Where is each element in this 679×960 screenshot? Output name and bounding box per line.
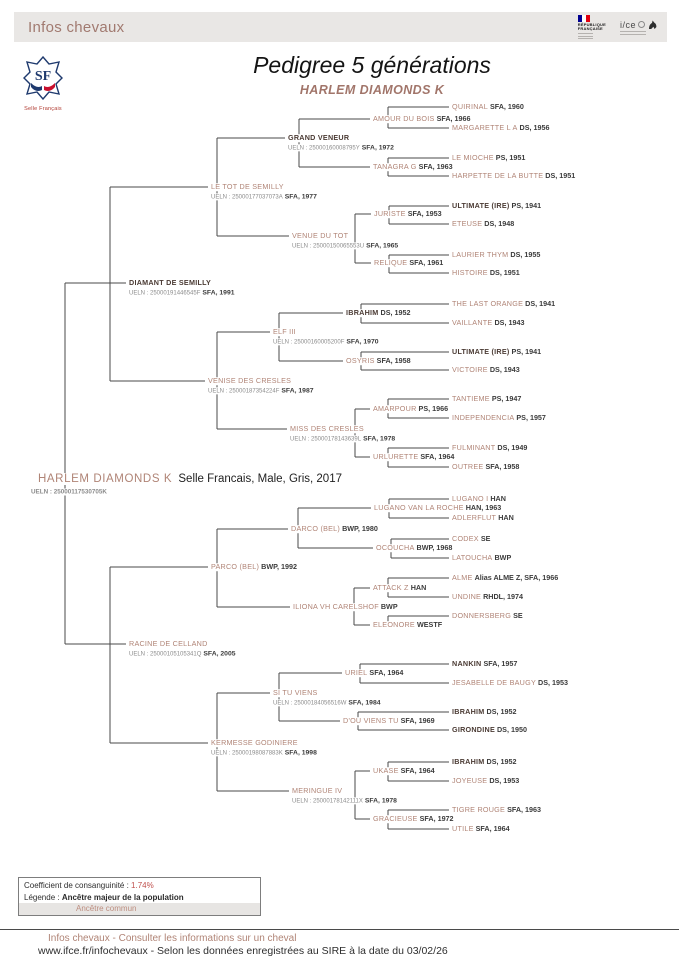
horse-breed-year: DS, 1951 xyxy=(489,268,520,278)
coefficient-row xyxy=(19,880,260,892)
horse-name: ETEUSE xyxy=(452,219,483,229)
pedigree-node xyxy=(372,210,444,218)
horse-name: GRACIEUSE xyxy=(373,814,418,824)
horse-name: IBRAHIM xyxy=(452,757,485,767)
pedigree-node xyxy=(343,669,405,677)
horse-name: ELF III xyxy=(273,327,296,337)
horse-breed-year: PS, 1941 xyxy=(511,201,542,211)
pedigree-node xyxy=(450,708,518,716)
subject-node xyxy=(36,473,344,485)
horse-name: NANKIN xyxy=(452,659,482,669)
pedigree-node xyxy=(450,463,521,471)
legend-box xyxy=(18,877,261,916)
pedigree-node xyxy=(271,328,298,336)
horse-breed-year: PS, 1957 xyxy=(516,413,546,423)
pedigree-node xyxy=(450,758,518,766)
horse-breed-year: BWP xyxy=(494,553,512,563)
pedigree-node xyxy=(271,689,320,697)
horse-name: KERMESSE GODINIERE xyxy=(211,738,298,748)
footer-service-line: Infos chevaux - Consulter les informations sur un cheval xyxy=(48,933,297,944)
horse-breed-year: SFA, 1961 xyxy=(409,258,444,268)
horse-name: ALME xyxy=(452,573,473,583)
republique-line2: FRANÇAISE xyxy=(577,26,603,32)
horse-breed-year: DS, 1952 xyxy=(486,707,517,717)
pedigree-node xyxy=(450,103,526,111)
page-title: Pedigree 5 générations xyxy=(253,52,491,78)
horse-name: ATTACK Z xyxy=(373,583,409,593)
pedigree-node xyxy=(371,767,437,775)
svg-text:SF: SF xyxy=(34,69,52,84)
horse-ueln: UELN : 25000198087883K SFA, 1998 xyxy=(211,748,317,756)
horse-name: ULTIMATE (IRE) xyxy=(452,347,510,357)
horse-breed-year: BWP xyxy=(380,602,398,612)
horse-name: JESABELLE DE BAUGY xyxy=(452,678,536,688)
common-ancestor-label: Ancêtre commun xyxy=(19,903,260,915)
ifce-wordmark: i/ce xyxy=(619,19,636,30)
horse-ueln: UELN : 25000160008795Y SFA, 1972 xyxy=(288,143,394,151)
horse-breed-year: DS, 1951 xyxy=(545,171,576,181)
pedigree-node xyxy=(450,612,525,620)
horse-name: PARCO (BEL) xyxy=(211,562,260,572)
horse-name: JURISTE xyxy=(374,209,406,219)
horse-name: AMARPOUR xyxy=(373,404,417,414)
page-subtitle: HARLEM DIAMONDS K xyxy=(299,83,445,97)
horse-breed-year: DS, 1952 xyxy=(380,308,411,318)
pedigree-node xyxy=(450,554,513,562)
pedigree-node xyxy=(450,348,543,356)
horse-breed-year: BWP, 1968 xyxy=(416,543,453,553)
horse-name: HISTOIRE xyxy=(452,268,488,278)
pedigree-node xyxy=(127,279,213,287)
pedigree-node xyxy=(372,504,503,512)
horse-breed-year: SFA, 1969 xyxy=(400,716,435,726)
horse-ueln: UELN : 25000160005200F SFA, 1970 xyxy=(273,337,379,345)
horse-breed-year: DS, 1953 xyxy=(538,678,568,688)
pedigree-node xyxy=(372,259,445,267)
pedigree-node xyxy=(450,202,543,210)
horse-name: ELEONORE xyxy=(373,620,415,630)
horse-name: GRAND VENEUR xyxy=(288,133,350,143)
pedigree-node xyxy=(371,115,473,123)
pedigree-node xyxy=(450,251,542,259)
pedigree-node xyxy=(127,640,210,648)
subject-ueln: UELN : 25000117530705K xyxy=(31,488,107,496)
pedigree-node xyxy=(450,300,557,308)
horse-name: DARCO (BEL) xyxy=(291,524,341,534)
horse-name: URLURETTE xyxy=(373,452,419,462)
horse-name: VENUE DU TOT xyxy=(292,231,349,241)
pedigree-node xyxy=(450,124,552,132)
horse-ueln: UELN : 25000178142111X SFA, 1978 xyxy=(292,796,397,804)
pedigree-node xyxy=(371,405,450,413)
pedigree-node xyxy=(450,269,522,277)
pedigree-node xyxy=(450,172,577,180)
horse-breed-year: PS, 1951 xyxy=(495,153,526,163)
horse-name: TANTIEME xyxy=(452,394,490,404)
horse-ueln: UELN : 25000105105341Q SFA, 2005 xyxy=(129,649,236,657)
horse-breed-year: SFA, 1958 xyxy=(485,462,520,472)
pedigree-node xyxy=(206,377,293,385)
horse-name: VAILLANTE xyxy=(452,318,493,328)
horse-name: JOYEUSE xyxy=(452,776,488,786)
horse-name: D'OU VIENS TU xyxy=(343,716,399,726)
horse-name: UNDINE xyxy=(452,592,482,602)
horse-breed-year: RHDL, 1974 xyxy=(483,592,524,602)
horse-name: VENISE DES CRESLES xyxy=(208,376,292,386)
major-ancestor-label: Ancêtre majeur de la population xyxy=(61,892,184,902)
horse-breed-year: BWP, 1992 xyxy=(261,562,297,572)
horse-name: IBRAHIM xyxy=(346,308,379,318)
horse-name: TANAGRA G xyxy=(373,162,417,172)
horse-breed-year: SFA, 1972 xyxy=(419,814,454,824)
horse-breed-year: DS, 1956 xyxy=(519,123,550,133)
pedigree-node xyxy=(371,453,456,461)
pedigree-node xyxy=(288,425,366,433)
pedigree-node xyxy=(450,660,519,668)
horse-name: UKASE xyxy=(373,766,399,776)
horse-name: LUGANO VAN LA ROCHE xyxy=(374,503,464,513)
horse-name: MISS DES CRESLES xyxy=(290,424,364,434)
horse-breed-year: HAN xyxy=(410,583,427,593)
pedigree-node xyxy=(450,514,516,522)
horse-breed-year: SFA, 1960 xyxy=(489,102,524,112)
pedigree-node xyxy=(344,309,412,317)
horse-name: DONNERSBERG xyxy=(452,611,512,621)
horse-name: RACINE DE CELLAND xyxy=(129,639,208,649)
pedigree-node xyxy=(450,319,526,327)
horse-name: FULMINANT xyxy=(452,443,496,453)
pedigree-node xyxy=(450,806,543,814)
horse-name: CODEX xyxy=(452,534,479,544)
horse-breed-year: BWP, 1980 xyxy=(342,524,378,534)
horse-breed-year: PS, 1966 xyxy=(418,404,449,414)
horse-breed-year: DS, 1953 xyxy=(489,776,520,786)
pedigree-node xyxy=(450,574,560,582)
horse-name: MERINGUE IV xyxy=(292,786,343,796)
subject-info: Selle Francais, Male, Gris, 2017 xyxy=(178,473,342,485)
pedigree-node xyxy=(371,621,444,629)
horse-name: RELIQUE xyxy=(374,258,408,268)
horse-breed-year: SFA, 1964 xyxy=(400,766,435,776)
horse-breed-year: DS, 1952 xyxy=(486,757,517,767)
horse-name: IBRAHIM xyxy=(452,707,485,717)
horse-breed-year: SE xyxy=(480,534,491,544)
pedigree-node xyxy=(450,593,525,601)
pedigree-node xyxy=(374,544,454,552)
horse-name: AMOUR DU BOIS xyxy=(373,114,435,124)
horse-breed-year: DS, 1949 xyxy=(497,443,528,453)
horse-breed-year: HAN, 1963 xyxy=(465,503,502,513)
horse-breed-year: SE xyxy=(513,611,523,621)
horse-name: TIGRE ROUGE xyxy=(452,805,506,815)
horse-ueln: UELN : 25000150065553U SFA, 1965 xyxy=(292,241,399,249)
pedigree-node xyxy=(290,232,350,240)
app-title: Infos chevaux xyxy=(28,18,125,36)
republique-line1: RÉPUBLIQUE xyxy=(577,21,606,27)
horse-breed-year: HAN xyxy=(490,494,506,504)
horse-name: URIEL xyxy=(345,668,368,678)
horse-breed-year: SFA, 1963 xyxy=(418,162,453,172)
horse-name: OUTREE xyxy=(452,462,484,472)
horse-breed-year: DS, 1948 xyxy=(484,219,515,229)
legend-label: Légende : xyxy=(24,892,62,902)
horse-name: GIRONDINE xyxy=(452,725,495,735)
pedigree-node xyxy=(209,563,299,571)
pedigree-node xyxy=(341,717,437,725)
pedigree-node xyxy=(450,825,512,833)
horse-name: LATOUCHA xyxy=(452,553,493,563)
pedigree-node xyxy=(450,154,527,162)
horse-ueln: UELN : 25000178143639L SFA, 1978 xyxy=(290,434,396,442)
horse-ueln: UELN : 25000191446545F SFA, 1991 xyxy=(129,288,235,296)
horse-name: SI TU VIENS xyxy=(273,688,318,698)
horse-name: DIAMANT DE SEMILLY xyxy=(129,278,212,288)
horse-name: UTILE xyxy=(452,824,474,834)
horse-breed-year: PS, 1941 xyxy=(511,347,542,357)
footer-url-line: www.ifce.fr/infochevaux - Selon les données enregistrées au SIRE à la date du 03/02/26 xyxy=(38,945,448,957)
horse-breed-year: DS, 1943 xyxy=(489,365,520,375)
pedigree-node xyxy=(450,679,570,687)
pedigree-node xyxy=(209,739,300,747)
horse-breed-year: SFA, 1964 xyxy=(475,824,510,834)
horse-breed-year: SFA, 1958 xyxy=(376,356,411,366)
horse-breed-year: WESTF xyxy=(416,620,443,630)
horse-name: LE MIOCHE xyxy=(452,153,494,163)
horse-breed-year: PS, 1947 xyxy=(491,394,522,404)
horse-ueln: UELN : 25000184056516W SFA, 1984 xyxy=(273,698,381,706)
pedigree-node xyxy=(450,366,522,374)
horse-name: LAURIER THYM xyxy=(452,250,509,260)
pedigree-node xyxy=(290,787,344,795)
horse-name: OSYRIS xyxy=(346,356,375,366)
pedigree-node xyxy=(291,603,400,611)
horse-breed-year: SFA, 1963 xyxy=(507,805,542,815)
pedigree-node xyxy=(289,525,380,533)
horse-name: OCOUCHA xyxy=(376,543,415,553)
pedigree-node xyxy=(344,357,413,365)
pedigree-node xyxy=(450,495,508,503)
horse-name: ADLERFLUT xyxy=(452,513,497,523)
horse-name: ILIONA VH CARELSHOF xyxy=(293,602,379,612)
horse-breed-year: HAN xyxy=(498,513,514,523)
pedigree-node xyxy=(286,134,351,142)
pedigree-node xyxy=(371,163,455,171)
pedigree-node xyxy=(450,395,523,403)
pedigree-node xyxy=(450,535,492,543)
horse-breed-year: SFA, 1964 xyxy=(420,452,455,462)
subject-name: HARLEM DIAMONDS K xyxy=(38,473,173,485)
horse-breed-year: SFA, 1964 xyxy=(369,668,404,678)
sf-caption: Selle Français xyxy=(24,106,62,112)
horse-breed-year: DS, 1950 xyxy=(496,725,527,735)
horse-breed-year: DS, 1941 xyxy=(525,299,556,309)
horse-name: MARGARETTE L A xyxy=(452,123,518,133)
pedigree-node xyxy=(371,584,428,592)
horse-ueln: UELN : 25000187354224F SFA, 1987 xyxy=(208,386,314,394)
coefficient-value: 1.74% xyxy=(131,881,154,890)
horse-name: THE LAST ORANGE xyxy=(452,299,524,309)
horse-breed-year: DS, 1955 xyxy=(510,250,541,260)
horse-name: ULTIMATE (IRE) xyxy=(452,201,510,211)
legend-major-row xyxy=(19,892,260,904)
horse-breed-year: DS, 1943 xyxy=(494,318,525,328)
pedigree-node xyxy=(450,777,521,785)
horse-breed-year: SFA, 1953 xyxy=(407,209,442,219)
pedigree-node xyxy=(450,220,516,228)
horse-breed-year: Alias ALME Z, SFA, 1966 xyxy=(474,573,559,583)
coefficient-label: Coefficient de consanguinité : xyxy=(24,881,132,890)
horse-name: VICTOIRE xyxy=(452,365,488,375)
horse-name: LUGANO I xyxy=(452,494,489,504)
horse-name: QUIRINAL xyxy=(452,102,488,112)
pedigree-node xyxy=(209,183,286,191)
pedigree-node xyxy=(450,414,548,422)
pedigree-node xyxy=(450,726,529,734)
pedigree-node xyxy=(371,815,456,823)
horse-name: INDEPENDENCIA xyxy=(452,413,515,423)
horse-breed-year: SFA, 1957 xyxy=(483,659,518,669)
horse-breed-year: SFA, 1966 xyxy=(436,114,471,124)
horse-name: LE TOT DE SEMILLY xyxy=(211,182,284,192)
horse-ueln: UELN : 25000177037073A SFA, 1977 xyxy=(211,192,317,200)
pedigree-node xyxy=(450,444,529,452)
horse-name: HARPETTE DE LA BUTTE xyxy=(452,171,544,181)
